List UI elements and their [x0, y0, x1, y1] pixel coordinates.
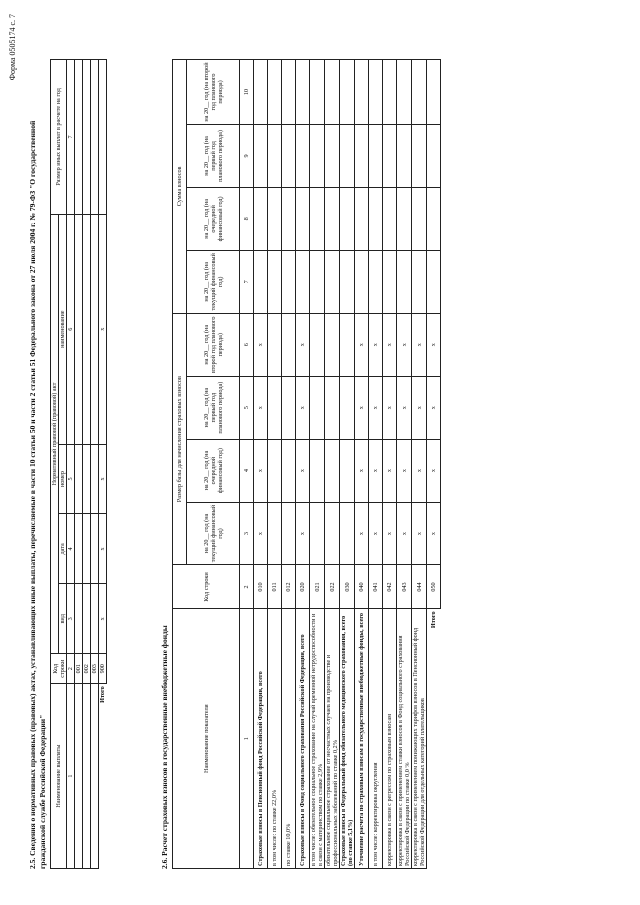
t25-colnum: 7 — [67, 60, 75, 215]
value-cell — [282, 250, 296, 313]
row-code: 044 — [412, 565, 427, 609]
row-label: корректировка в связи с применением понижающих тарифов взносов в Пенсионный фонд Российской Федерации для отдельных категорий плательщиков — [412, 609, 427, 869]
value-cell — [268, 439, 282, 502]
x-mark: x — [397, 376, 412, 439]
form-number: Форма 0505174 с. 7 — [8, 14, 17, 81]
t26-body — [254, 60, 427, 869]
value-cell — [325, 250, 340, 313]
value-cell — [340, 502, 355, 565]
value-cell — [325, 502, 340, 565]
row-code: 003 — [91, 654, 99, 684]
t25-colnum: 4 — [67, 514, 75, 584]
x-mark: x — [254, 502, 268, 565]
x-mark: x — [412, 502, 427, 565]
t25-colnum: 6 — [67, 214, 75, 444]
t25-colnum: 5 — [67, 444, 75, 514]
t26-colnum: 3 — [240, 502, 254, 565]
t25-header-size: Размер иных выплат в расчете на год — [51, 60, 67, 215]
t26-colnum-row — [240, 60, 254, 869]
table-row — [83, 60, 91, 869]
t26-colnum: 9 — [240, 124, 254, 187]
row-label: Страховые взносы в Федеральный фонд обязательного медицинского страхования, всего (по ставке 5,1%) — [340, 609, 355, 869]
t26-header-year2: на 20__ год (на очередной финансовый год) — [187, 439, 240, 502]
value-cell — [310, 250, 325, 313]
x-mark: x — [397, 502, 412, 565]
t25-header-number: номер — [59, 444, 67, 514]
row-label: Страховые взносы в Фонд социального страхования Российской Федерации, всего — [296, 609, 310, 869]
value-cell — [369, 187, 383, 250]
table25 — [50, 59, 107, 869]
table25-title: 2.5. Сведения о нормативных правовых (правовых) актах, устанавливающих иные выплаты, перечисляемые в части 10 статьи 50 и части 2 статьи 51 Федерального закона от 27 июля 2004 г. № 79-ФЗ "О государственной гражданской службе Российской Федерации" — [28, 120, 47, 869]
value-cell — [282, 502, 296, 565]
table-row — [296, 60, 310, 869]
x-mark: x — [369, 313, 383, 376]
x-mark: x — [383, 439, 397, 502]
table-row — [355, 60, 369, 869]
row-label: Страховые взносы в Пенсионный фонд Российской Федерации, всего — [254, 609, 268, 869]
value-cell — [383, 124, 397, 187]
value-cell — [282, 439, 296, 502]
t26-colnum: 6 — [240, 313, 254, 376]
table-row — [282, 60, 296, 869]
value-cell — [355, 187, 369, 250]
row-code: 042 — [383, 565, 397, 609]
x-mark: x — [397, 313, 412, 376]
value-cell — [310, 187, 325, 250]
x-mark: x — [427, 502, 441, 565]
value-cell — [282, 376, 296, 439]
value-cell — [310, 60, 325, 125]
t25-header-code: Код строки — [51, 654, 67, 684]
x-mark: x — [99, 514, 107, 584]
value-cell — [340, 313, 355, 376]
t26-header-year1: на 20__ год (на текущий финансовый год) — [187, 250, 240, 313]
value-cell — [282, 60, 296, 125]
x-mark: x — [412, 439, 427, 502]
table-row — [268, 60, 282, 869]
x-mark: x — [369, 376, 383, 439]
value-cell — [369, 60, 383, 125]
row-code: 022 — [325, 565, 340, 609]
t25-colnum-row — [67, 60, 75, 869]
x-mark: x — [99, 214, 107, 444]
row-code: 041 — [369, 565, 383, 609]
x-mark: x — [383, 376, 397, 439]
value-cell — [254, 124, 268, 187]
value-cell — [412, 250, 427, 313]
total-code: 900 — [99, 654, 107, 684]
value-cell — [340, 60, 355, 125]
t26-header-year3: на 20__ год (на первый год планового периода) — [187, 376, 240, 439]
x-mark: x — [412, 376, 427, 439]
t25-colnum: 1 — [67, 684, 75, 869]
value-cell — [310, 124, 325, 187]
x-mark: x — [254, 376, 268, 439]
t26-header-year2: на 20__ год (на очередной финансовый год) — [187, 187, 240, 250]
table-total-row — [427, 60, 441, 869]
x-mark: x — [296, 313, 310, 376]
t26-colnum: 7 — [240, 250, 254, 313]
x-mark: x — [369, 439, 383, 502]
total-label: Итого — [99, 686, 107, 703]
t25-colnum: 3 — [67, 584, 75, 654]
t26-colnum: 8 — [240, 187, 254, 250]
t25-header-vid: вид — [59, 584, 67, 654]
table-row — [75, 60, 83, 869]
row-code: 020 — [296, 565, 310, 609]
x-mark: x — [296, 502, 310, 565]
value-cell — [325, 313, 340, 376]
row-label: Уточнение расчета по страховым взносам в государственные внебюджетные фонды, всего — [355, 609, 369, 869]
value-cell — [268, 250, 282, 313]
x-mark: x — [369, 502, 383, 565]
value-cell — [325, 124, 340, 187]
total-code: 050 — [427, 565, 441, 609]
value-cell — [296, 60, 310, 125]
t25-header-naim: наименование — [59, 214, 67, 444]
row-code: 043 — [397, 565, 412, 609]
table-row — [254, 60, 268, 869]
t25-header-act: Нормативный правовой (правовой) акт — [51, 214, 59, 653]
row-code: 012 — [282, 565, 296, 609]
t26-header-sum: Сумма взносов — [173, 60, 187, 314]
value-cell — [340, 250, 355, 313]
value-cell — [325, 60, 340, 125]
row-code: 011 — [268, 565, 282, 609]
x-mark: x — [427, 439, 441, 502]
t26-header-year1: на 20__ год (на текущий финансовый год) — [187, 502, 240, 565]
value-cell — [254, 250, 268, 313]
x-mark: x — [99, 584, 107, 654]
x-mark: x — [254, 439, 268, 502]
value-cell — [412, 60, 427, 125]
row-label: обязательное социальное страхование от несчастных случаев на производстве и профессиональных заболеваний по ставке 0,2% — [325, 609, 340, 869]
row-code: 002 — [83, 654, 91, 684]
x-mark: x — [355, 313, 369, 376]
value-cell — [369, 124, 383, 187]
value-cell — [282, 313, 296, 376]
table-row — [397, 60, 412, 869]
x-mark: x — [412, 313, 427, 376]
table-row — [340, 60, 355, 869]
row-code: 040 — [355, 565, 369, 609]
table-total-row — [99, 60, 107, 869]
t26-header-year4: на 20__ год (на второй год планового периода) — [187, 313, 240, 376]
value-cell — [355, 60, 369, 125]
value-cell — [296, 124, 310, 187]
value-cell — [268, 376, 282, 439]
table-row — [91, 60, 99, 869]
t26-colnum: 5 — [240, 376, 254, 439]
value-cell — [296, 187, 310, 250]
t25-colnum: 2 — [67, 654, 75, 684]
value-cell — [268, 502, 282, 565]
row-label: в том числе: обязательное социальное страхование на случай временной нетрудоспособности и в связи с материнством по ставке 2,9% — [310, 609, 325, 869]
row-label: по ставке 10,0% — [282, 609, 296, 869]
x-mark: x — [355, 376, 369, 439]
value-cell — [412, 187, 427, 250]
row-code: 021 — [310, 565, 325, 609]
t26-colnum: 1 — [240, 609, 254, 869]
table-row — [412, 60, 427, 869]
x-mark: x — [355, 502, 369, 565]
x-mark: x — [355, 439, 369, 502]
value-cell — [325, 376, 340, 439]
t26-header-code: Код строки — [173, 565, 240, 609]
value-cell — [383, 187, 397, 250]
table-row — [369, 60, 383, 869]
value-cell — [412, 124, 427, 187]
t25-header-name: Наименование выплаты — [51, 684, 67, 869]
x-mark: x — [427, 376, 441, 439]
value-cell — [268, 187, 282, 250]
t26-colnum: 4 — [240, 439, 254, 502]
value-cell — [254, 187, 268, 250]
value-cell — [369, 250, 383, 313]
t26-header-year3: на 20__ год (на первый год планового периода) — [187, 124, 240, 187]
table26 — [172, 59, 441, 869]
row-code: 010 — [254, 565, 268, 609]
value-cell — [282, 124, 296, 187]
value-cell — [397, 250, 412, 313]
value-cell — [310, 502, 325, 565]
x-mark: x — [383, 502, 397, 565]
value-cell — [268, 313, 282, 376]
t25-header-date: дата — [59, 514, 67, 584]
row-label: в том числе: по ставке 22,0% — [268, 609, 282, 869]
value-cell — [296, 250, 310, 313]
value-cell — [340, 376, 355, 439]
total-label: Итого — [430, 611, 438, 629]
value-cell — [310, 313, 325, 376]
value-cell — [397, 60, 412, 125]
value-cell — [340, 439, 355, 502]
value-cell — [397, 187, 412, 250]
value-cell — [340, 187, 355, 250]
value-cell — [254, 60, 268, 125]
table26-title: 2.6. Расчет страховых взносов в государственные внебюджетные фонды — [160, 625, 169, 869]
x-mark: x — [427, 313, 441, 376]
value-cell — [282, 187, 296, 250]
value-cell — [310, 376, 325, 439]
row-code: 030 — [340, 565, 355, 609]
value-cell — [268, 124, 282, 187]
t26-header-year4: на 20__ год (на второй год планового периода) — [187, 60, 240, 125]
t26-colnum: 2 — [240, 565, 254, 609]
value-cell — [355, 250, 369, 313]
x-mark: x — [397, 439, 412, 502]
x-mark: x — [383, 313, 397, 376]
value-cell — [397, 124, 412, 187]
row-code: 001 — [75, 654, 83, 684]
value-cell — [268, 60, 282, 125]
value-cell — [310, 439, 325, 502]
value-cell — [383, 250, 397, 313]
value-cell — [325, 187, 340, 250]
t26-header-name: Наименование показателя — [173, 609, 240, 869]
table-row — [383, 60, 397, 869]
row-label: в том числе: корректировка округления — [369, 609, 383, 869]
value-cell — [340, 124, 355, 187]
row-label: корректировка в связи с применением ставки взносов в Фонд социального страхования Российской Федерации по ставке 0,0 % — [397, 609, 412, 869]
row-label: корректировка в связи с регрессом по страховым взносам — [383, 609, 397, 869]
x-mark: x — [99, 444, 107, 514]
table-row — [310, 60, 325, 869]
value-cell — [355, 124, 369, 187]
x-mark: x — [254, 313, 268, 376]
t26-colnum: 10 — [240, 60, 254, 125]
table-row — [325, 60, 340, 869]
value-cell — [325, 439, 340, 502]
x-mark: x — [296, 376, 310, 439]
x-mark: x — [296, 439, 310, 502]
t26-header-base: Размер базы для начисления страховых взносов — [173, 313, 187, 565]
value-cell — [383, 60, 397, 125]
